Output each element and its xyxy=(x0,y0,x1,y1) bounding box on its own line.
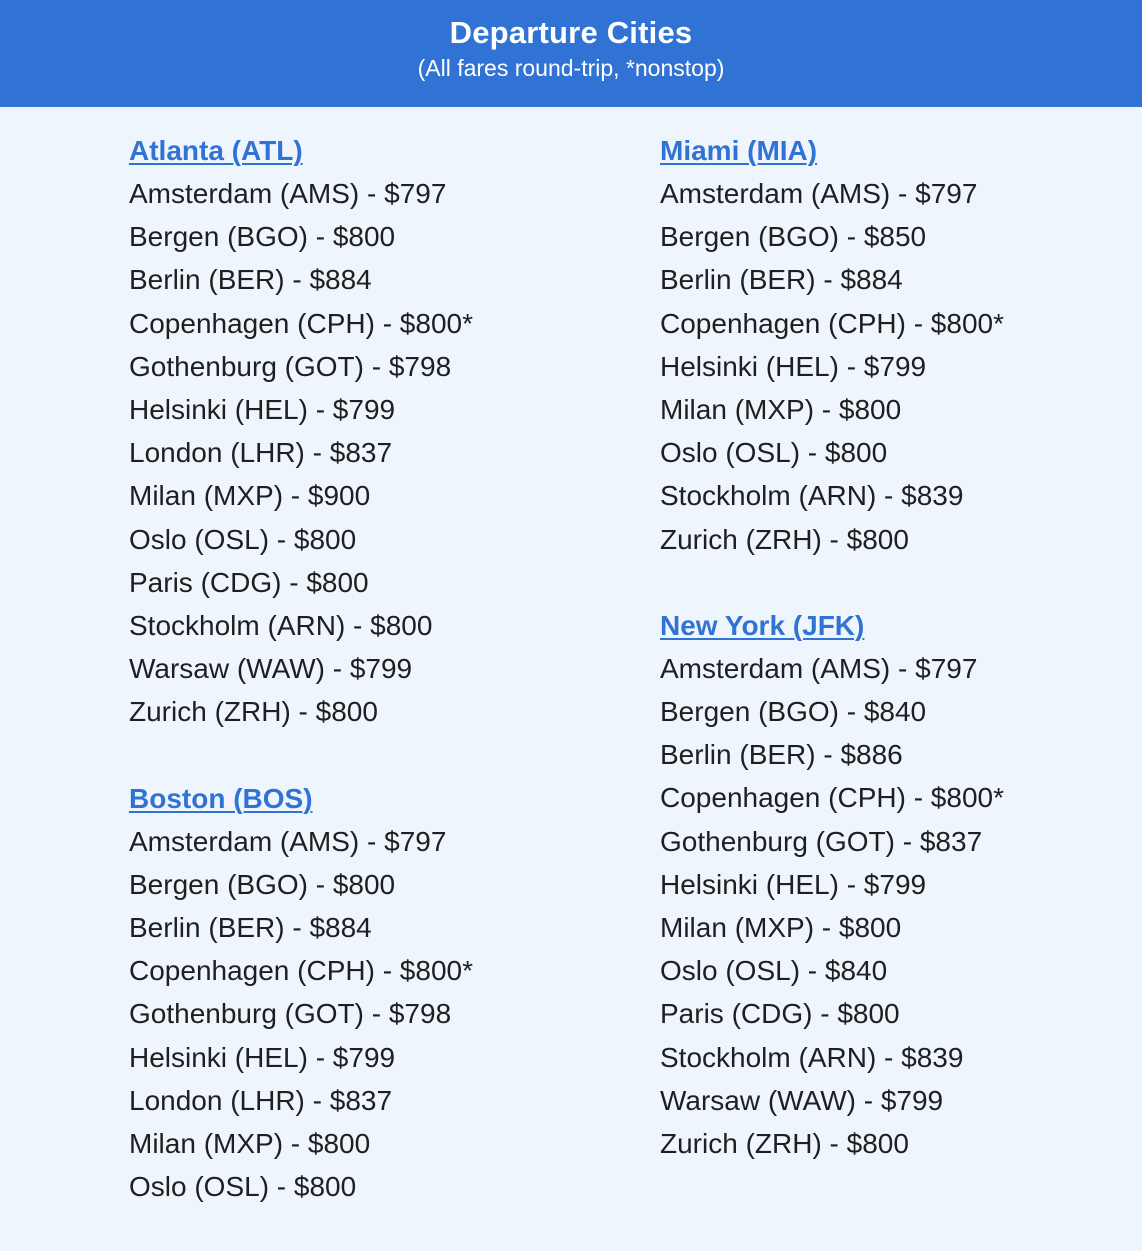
fare-item: Helsinki (HEL) - $799 xyxy=(129,1041,396,1073)
fare-item: London (LHR) - $837 xyxy=(129,437,393,469)
fare-item: Copenhagen (CPH) - $800* xyxy=(129,955,473,987)
fare-item: Amsterdam (AMS) - $797 xyxy=(660,652,978,684)
fare-item: Amsterdam (AMS) - $797 xyxy=(129,825,447,857)
fare-item: Bergen (BGO) - $840 xyxy=(660,696,927,728)
fare-item: Paris (CDG) - $800 xyxy=(660,998,900,1030)
fare-item: Helsinki (HEL) - $799 xyxy=(660,868,927,900)
fare-list xyxy=(129,172,599,734)
left-column xyxy=(129,129,599,1251)
city-link-miami-mia[interactable]: Miami (MIA) xyxy=(660,135,818,166)
city-section-boston-bos xyxy=(129,777,599,1209)
fare-item: Oslo (OSL) - $800 xyxy=(129,523,357,555)
departure-city-columns xyxy=(0,107,1142,1203)
fare-item: Helsinki (HEL) - $799 xyxy=(129,394,396,426)
city-section-miami-mia xyxy=(660,129,1130,561)
fare-item: Berlin (BER) - $884 xyxy=(660,264,903,296)
page-header xyxy=(0,0,1142,107)
fare-item: Zurich (ZRH) - $800 xyxy=(660,523,909,555)
fare-item: Berlin (BER) - $886 xyxy=(660,739,903,771)
fare-item: Oslo (OSL) - $800 xyxy=(129,1171,357,1203)
fare-item: Milan (MXP) - $800 xyxy=(660,394,902,426)
city-section-new-york-jfk xyxy=(660,604,1130,1165)
city-link-new-york-jfk[interactable]: New York (JFK) xyxy=(660,609,865,641)
fare-item: Zurich (ZRH) - $800 xyxy=(660,1128,909,1160)
page-title: Departure Cities xyxy=(449,15,693,50)
fare-item: Paris (CDG) - $800 xyxy=(129,566,369,598)
fare-item: Gothenburg (GOT) - $798 xyxy=(129,350,452,382)
fare-item: Bergen (BGO) - $850 xyxy=(660,221,927,253)
fare-item: Milan (MXP) - $900 xyxy=(129,480,371,512)
fare-item: Warsaw (WAW) - $799 xyxy=(660,1084,944,1116)
fare-list xyxy=(660,172,1130,561)
fare-item: Gothenburg (GOT) - $798 xyxy=(129,998,452,1030)
fare-list xyxy=(129,820,599,1209)
fare-item: Copenhagen (CPH) - $800* xyxy=(129,307,473,339)
right-column xyxy=(660,129,1130,1208)
fare-item: Bergen (BGO) - $800 xyxy=(129,221,396,253)
fare-item: Copenhagen (CPH) - $800* xyxy=(660,307,1004,339)
fare-item: Stockholm (ARN) - $839 xyxy=(660,1041,964,1073)
fare-item: Gothenburg (GOT) - $837 xyxy=(660,825,983,857)
city-link-boston-bos[interactable]: Boston (BOS) xyxy=(129,782,313,814)
fare-item: Berlin (BER) - $884 xyxy=(129,912,372,944)
fare-item: London (LHR) - $837 xyxy=(129,1084,393,1116)
fare-list xyxy=(660,647,1130,1165)
fare-item: Amsterdam (AMS) - $797 xyxy=(660,178,978,209)
fare-item: Oslo (OSL) - $840 xyxy=(660,955,888,987)
fare-item: Helsinki (HEL) - $799 xyxy=(660,350,927,382)
fare-item: Zurich (ZRH) - $800 xyxy=(129,696,378,728)
city-section-atlanta-atl xyxy=(129,129,599,734)
fare-item: Stockholm (ARN) - $800 xyxy=(129,610,433,642)
page-subtitle: (All fares round-trip, *nonstop) xyxy=(417,55,725,81)
fare-item: Oslo (OSL) - $800 xyxy=(660,437,888,469)
fare-item: Amsterdam (AMS) - $797 xyxy=(129,178,447,209)
fare-item: Warsaw (WAW) - $799 xyxy=(129,653,413,685)
fare-item: Milan (MXP) - $800 xyxy=(660,912,902,944)
fare-item: Copenhagen (CPH) - $800* xyxy=(660,782,1004,814)
fare-item: Stockholm (ARN) - $839 xyxy=(660,480,964,512)
fare-item: Berlin (BER) - $884 xyxy=(129,264,372,296)
fare-item: Milan (MXP) - $800 xyxy=(129,1128,371,1160)
city-link-atlanta-atl[interactable]: Atlanta (ATL) xyxy=(129,135,303,166)
fare-item: Bergen (BGO) - $800 xyxy=(129,868,396,900)
